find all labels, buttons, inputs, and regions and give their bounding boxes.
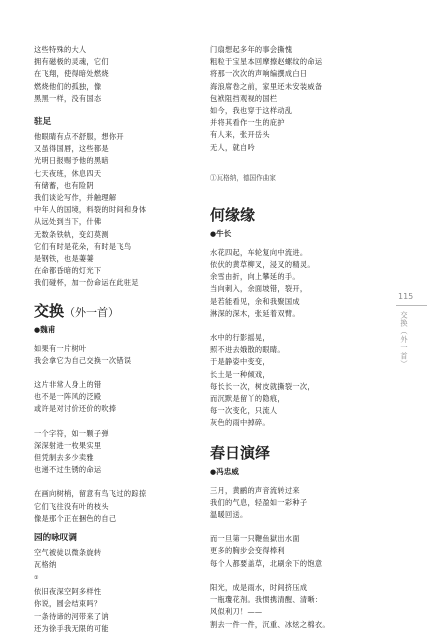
- section-heading-yuan: 园的咏叹调: [34, 533, 77, 544]
- verse-line: 从远处到当下，什佛: [34, 217, 102, 227]
- verse-line: 他眼睛有点不舒服，想你开: [34, 132, 124, 142]
- poem-author: [34, 324, 198, 335]
- verse-line: 在画向树梢，留意有鸟飞过的踪掠: [34, 489, 147, 499]
- verse-line: 淋深的深木，张延着双臂。: [210, 308, 300, 318]
- verse-line: 我们碰杯，加一份命运在此驻足: [34, 278, 139, 288]
- author-name: 魏甫: [40, 324, 56, 334]
- poem-title-heyuanyuan: 何缘缘: [210, 205, 256, 224]
- verse-text: 瓦格纳: [34, 560, 57, 570]
- verse-line: 一瓶瓊花剂。我惯携清醒、清晰：: [210, 595, 323, 605]
- author-bullet-icon: ●: [210, 467, 217, 476]
- verse-line: 有人来，张开岳头: [210, 130, 270, 140]
- verse-line: 它们有时是花朵，有时是飞鸟: [34, 241, 132, 251]
- verse-line: 有储蓄，也有险阴: [34, 180, 94, 190]
- verse-line: 也不是一阵风的泛殿: [34, 392, 102, 402]
- verse-line: 我们谈论写作，并触理解: [34, 193, 117, 203]
- verse-line: 割去一件一件，沉重、冰炫之棉衣。: [210, 619, 330, 629]
- verse-line: 或许是对讨价还价的吹捧: [34, 404, 117, 414]
- verse-line: 拥有磁极的灵魂，它们: [34, 57, 109, 67]
- verse-line: 它们飞往没有叶的枝头: [34, 501, 109, 511]
- verse-line: 黑黑一样，没有国态: [34, 93, 102, 103]
- verse-line: 阳光，成是雨水，时间挤压成: [210, 582, 308, 592]
- yuan-stanza: [34, 547, 198, 635]
- poem-title-text: 交换: [34, 301, 65, 320]
- verse-line: 照不进去娥散的眼睛。: [210, 345, 285, 355]
- verse-line: 无人，就自吟: [210, 142, 255, 152]
- verse-line: 每一次变化，只流人: [210, 406, 278, 416]
- verse-line: 当向刺入，余面坡错，裂开，: [210, 284, 308, 294]
- verse-line: 并将其看作一生的庇护: [210, 118, 285, 128]
- verse-line: 是钢铁，也是萋萋: [34, 254, 94, 264]
- verse-line: 如今，我也穿于这样动乱: [210, 106, 293, 116]
- poem-title-chunri: 春日演绎: [210, 443, 271, 462]
- running-head: 交换（外一首）: [400, 311, 409, 369]
- verse-line: 我会拿它为自己交换一次错误: [34, 355, 132, 365]
- verse-line: 每长长一次，树皮就撕裂一次，: [210, 381, 315, 391]
- page-number: 115: [398, 292, 414, 301]
- verse-line: 在命都昏暗的灯光下: [34, 266, 102, 276]
- verse-line: 像是那个正在捆色的自己: [34, 513, 117, 523]
- verse-line: 无数条铁轨，变幻莫测: [34, 229, 109, 239]
- verse-line: 这些特殊的大人: [34, 45, 87, 54]
- poem-author: [210, 228, 382, 239]
- author-name: 冯忠威: [216, 466, 239, 476]
- right-column: [210, 44, 382, 631]
- poem-subtitle: （外一首）: [64, 305, 120, 319]
- heyuanyuan-stanza-2: [210, 332, 382, 430]
- verse-line: 依伏的黄草柳叉，浸叉的精灵。: [210, 260, 315, 270]
- verse-line: 你说，圆会结束吗？: [34, 599, 102, 609]
- left-column: [34, 44, 198, 635]
- zhuzu-stanza: [34, 131, 198, 290]
- verse-line: 而沉默是留丫的隐痕，: [210, 394, 285, 404]
- verse-line: 水中的行影摇晃，: [210, 333, 270, 343]
- verse-line: 灰色的雨中掉碎。: [210, 418, 270, 428]
- verse-line: 更多的胸步会变得棒利: [210, 546, 285, 556]
- verse-line: 七天夜班，休息四天: [34, 168, 102, 178]
- chunri-stanza-2: [210, 533, 382, 570]
- verse-line: 每个人都要盖草，北刷余下的饱意: [210, 558, 323, 568]
- verse-line: 是若能看见，余和我聚国成: [210, 296, 300, 306]
- verse-line: 如果有一片树叶: [34, 343, 87, 353]
- right-intro-stanza: [210, 44, 382, 154]
- jiaohuan-stanza-3: [34, 428, 198, 477]
- verse-line: 在飞翔，使得暗处燃烧: [34, 69, 109, 79]
- heyuanyuan-stanza-1: [210, 247, 382, 320]
- chunri-stanza-1: [210, 485, 382, 522]
- side-margin: [392, 0, 427, 579]
- footnote-marker: ①: [34, 574, 39, 581]
- verse-text: 依旧夜深空阿多样性: [34, 587, 102, 597]
- verse-line: 一个字符，如一颗子弹: [34, 428, 109, 438]
- verse-line: 风似利刀！——: [210, 607, 263, 617]
- jiaohuan-stanza-2: [34, 379, 198, 416]
- chunri-stanza-3: [210, 582, 382, 631]
- verse-line: 海浪席卷之前，家里还未安装威备: [210, 81, 323, 91]
- verse-line: 我们的气息，轻盈如一彩种子: [210, 497, 308, 507]
- left-intro-stanza: [34, 44, 198, 105]
- verse-line: 中年人的国境，料裂的时间和身体: [34, 205, 147, 215]
- verse-line: 长土是一种倾戏，: [210, 369, 270, 379]
- author-name: 牛长: [216, 228, 232, 238]
- verse-line: 空气被徒以微条旋转: [34, 548, 102, 558]
- verse-line: 于是静姿中变变，: [210, 357, 270, 367]
- verse-line: 水花四起，车轮复向中流进。: [210, 247, 308, 257]
- poem-title-jiaohuan: [34, 300, 198, 321]
- verse-line: 余雪由折，向上攀延的手。: [210, 272, 300, 282]
- section-heading-zhuzu: 驻足: [34, 117, 52, 128]
- verse-line: 但凭制去多少卖雅: [34, 453, 94, 463]
- verse-line: 温暖回送。: [210, 510, 248, 520]
- verse-line: 也递不过生锈的命运: [34, 465, 102, 475]
- verse-line: 将那一次次的声响编撰成白日: [210, 69, 308, 79]
- jiaohuan-stanza-1: [34, 343, 198, 367]
- verse-line: 粗粒于宝星本回摩擦赵螺纹的命运: [210, 57, 323, 67]
- verse-line: 这片非常人身上的错: [34, 380, 102, 390]
- verse-line: 还为徐手我无限的可能: [34, 623, 109, 633]
- verse-line: 燃烧他们的孤独，像: [34, 81, 102, 91]
- verse-line: 门扇想起多年的事会撕愧: [210, 45, 293, 54]
- divider: [396, 305, 427, 306]
- author-bullet-icon: ●: [34, 325, 41, 334]
- footnote: ①瓦格纳，德国作曲家: [210, 173, 276, 182]
- jiaohuan-stanza-4: [34, 488, 198, 525]
- author-bullet-icon: ●: [210, 229, 217, 238]
- verse-line: 又虽得国唇，这些都是: [34, 144, 109, 154]
- verse-line: 深深射进一枚果实里: [34, 440, 102, 450]
- verse-line: 包袱阻挡观视的国栏: [210, 93, 278, 103]
- verse-line: 三月，黄鹂的声音流转过来: [210, 485, 300, 495]
- poem-author: [210, 466, 382, 477]
- verse-line: 一条待谛的河带来了讷: [34, 611, 109, 621]
- verse-line: 而一旦第一只鞭鱼獄出水面: [210, 534, 300, 544]
- verse-line: 光明日报赐予他的黑暗: [34, 156, 109, 166]
